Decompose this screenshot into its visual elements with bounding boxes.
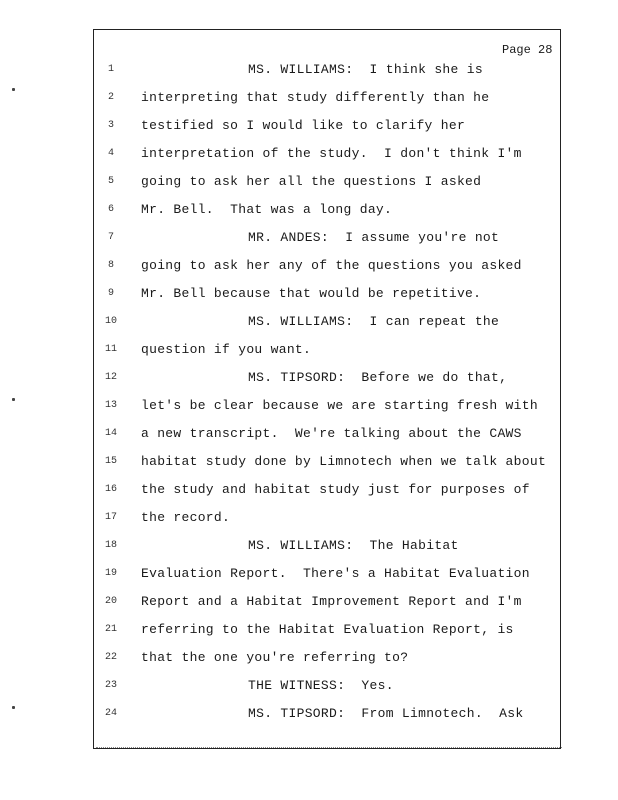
line-number: 23: [104, 680, 117, 691]
transcript-line: [0, 232, 618, 252]
line-text: going to ask her any of the questions you asked: [141, 258, 522, 273]
line-text: interpretation of the study. I don't think I'm: [141, 146, 522, 161]
line-text: MS. TIPSORD: From Limnotech. Ask: [248, 706, 524, 721]
line-text: MR. ANDES: I assume you're not: [248, 230, 500, 245]
transcript-line: [0, 568, 618, 588]
transcript-line: [0, 288, 618, 308]
line-text: MS. WILLIAMS: The Habitat: [248, 538, 459, 553]
line-number: 7: [107, 232, 114, 243]
transcript-line: [0, 148, 618, 168]
line-number: 9: [107, 288, 114, 299]
line-number: 13: [104, 400, 117, 411]
transcript-line: [0, 176, 618, 196]
transcript-line: [0, 456, 618, 476]
line-number: 11: [104, 344, 117, 355]
line-number: 17: [104, 512, 117, 523]
line-text: MS. WILLIAMS: I think she is: [248, 62, 483, 77]
line-number: 24: [104, 708, 117, 719]
margin-speck: [12, 706, 15, 709]
transcript-line: [0, 428, 618, 448]
line-text: a new transcript. We're talking about the CAWS: [141, 426, 522, 441]
line-text: question if you want.: [141, 342, 312, 357]
transcript-line: [0, 400, 618, 420]
line-number: 4: [107, 148, 114, 159]
transcript-line: [0, 372, 618, 392]
transcript-line: [0, 204, 618, 224]
line-text: Report and a Habitat Improvement Report and I'm: [141, 594, 522, 609]
line-number: 1: [107, 64, 114, 75]
line-number: 14: [104, 428, 117, 439]
transcript-line: [0, 512, 618, 532]
transcript-line: [0, 624, 618, 644]
page-bottom-edge: [96, 747, 562, 751]
line-text: Mr. Bell because that would be repetitive.: [141, 286, 482, 301]
line-text: Mr. Bell. That was a long day.: [141, 202, 393, 217]
line-number: 19: [104, 568, 117, 579]
line-text: going to ask her all the questions I asked: [141, 174, 482, 189]
transcript-line: [0, 316, 618, 336]
line-text: the study and habitat study just for purposes of: [141, 482, 530, 497]
line-text: THE WITNESS: Yes.: [248, 678, 394, 693]
line-number: 22: [104, 652, 117, 663]
line-text: that the one you're referring to?: [141, 650, 409, 665]
transcript-line: [0, 708, 618, 728]
line-text: MS. TIPSORD: Before we do that,: [248, 370, 508, 385]
line-number: 8: [107, 260, 114, 271]
transcript-line: [0, 120, 618, 140]
transcript-line: [0, 260, 618, 280]
line-text: let's be clear because we are starting fresh with: [141, 398, 538, 413]
transcript-line: [0, 344, 618, 364]
line-text: habitat study done by Limnotech when we talk about: [141, 454, 547, 469]
line-text: interpreting that study differently than he: [141, 90, 490, 105]
line-number: 12: [104, 372, 117, 383]
transcript-line: [0, 540, 618, 560]
transcript-line: [0, 484, 618, 504]
margin-speck: [12, 88, 15, 91]
transcript-line: [0, 92, 618, 112]
line-text: testified so I would like to clarify her: [141, 118, 466, 133]
line-number: 21: [104, 624, 117, 635]
line-text: Evaluation Report. There's a Habitat Evaluation: [141, 566, 530, 581]
transcript-line: [0, 64, 618, 84]
transcript-line: [0, 596, 618, 616]
line-number: 16: [104, 484, 117, 495]
line-number: 5: [107, 176, 114, 187]
line-number: 18: [104, 540, 117, 551]
line-number: 6: [107, 204, 114, 215]
transcript-line: [0, 680, 618, 700]
line-number: 3: [107, 120, 114, 131]
transcript-line: [0, 652, 618, 672]
line-number: 15: [104, 456, 117, 467]
line-number: 10: [104, 316, 117, 327]
line-text: the record.: [141, 510, 231, 525]
line-text: referring to the Habitat Evaluation Report, is: [141, 622, 514, 637]
line-number: 20: [104, 596, 117, 607]
margin-speck: [12, 398, 15, 401]
line-number: 2: [107, 92, 114, 103]
page-number: Page 28: [502, 43, 553, 57]
line-text: MS. WILLIAMS: I can repeat the: [248, 314, 500, 329]
